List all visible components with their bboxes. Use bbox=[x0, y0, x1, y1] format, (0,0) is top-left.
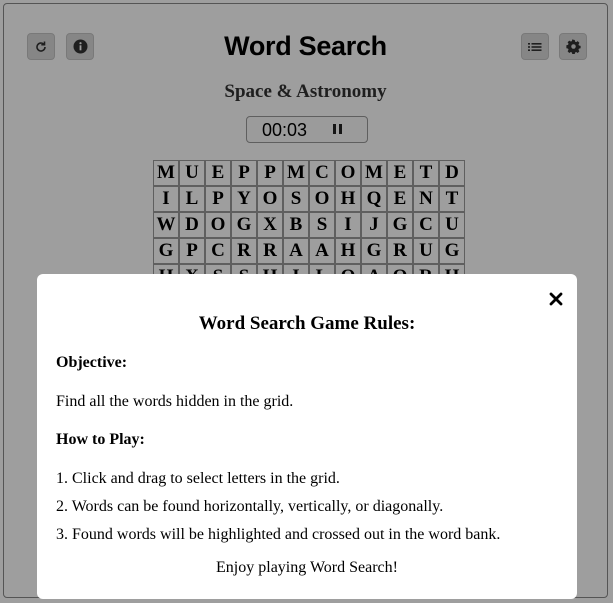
grid-cell[interactable]: R bbox=[257, 238, 283, 264]
modal-footer: Enjoy playing Word Search! bbox=[216, 559, 398, 576]
grid-cell[interactable]: G bbox=[387, 212, 413, 238]
close-icon bbox=[549, 292, 563, 306]
grid-cell[interactable]: P bbox=[205, 186, 231, 212]
how-to-play-heading: How to Play: bbox=[56, 431, 145, 448]
grid-cell[interactable]: O bbox=[257, 186, 283, 212]
objective-text: Find all the words hidden in the grid. bbox=[56, 393, 294, 410]
grid-cell[interactable]: G bbox=[153, 238, 179, 264]
grid-cell[interactable]: D bbox=[439, 160, 465, 186]
grid-cell[interactable]: O bbox=[205, 212, 231, 238]
grid-cell[interactable]: Y bbox=[231, 186, 257, 212]
grid-cell[interactable]: U bbox=[413, 238, 439, 264]
rule-item: 3. Found words will be highlighted and crossed out in the word bank. bbox=[56, 526, 501, 543]
grid-cell[interactable]: H bbox=[335, 186, 361, 212]
grid-cell[interactable]: S bbox=[309, 212, 335, 238]
grid-cell[interactable]: R bbox=[387, 238, 413, 264]
grid-cell[interactable]: B bbox=[283, 212, 309, 238]
grid-cell[interactable]: G bbox=[361, 238, 387, 264]
grid-cell[interactable]: J bbox=[361, 212, 387, 238]
grid-cell[interactable]: M bbox=[361, 160, 387, 186]
grid-cell[interactable]: P bbox=[257, 160, 283, 186]
grid-cell[interactable]: T bbox=[439, 186, 465, 212]
grid-cell[interactable]: C bbox=[309, 160, 335, 186]
grid-cell[interactable]: E bbox=[387, 160, 413, 186]
grid-cell[interactable]: M bbox=[153, 160, 179, 186]
grid-cell[interactable]: D bbox=[179, 212, 205, 238]
grid-cell[interactable]: E bbox=[387, 186, 413, 212]
grid-cell[interactable]: H bbox=[335, 238, 361, 264]
grid-cell[interactable]: U bbox=[439, 212, 465, 238]
grid-cell[interactable]: C bbox=[205, 238, 231, 264]
modal-title: Word Search Game Rules: bbox=[198, 313, 416, 334]
grid-cell[interactable]: G bbox=[231, 212, 257, 238]
grid-cell[interactable]: I bbox=[153, 186, 179, 212]
grid-cell[interactable]: A bbox=[309, 238, 335, 264]
grid-cell[interactable]: P bbox=[179, 238, 205, 264]
grid-cell[interactable]: O bbox=[309, 186, 335, 212]
grid-cell[interactable]: G bbox=[439, 238, 465, 264]
grid-cell[interactable]: S bbox=[283, 186, 309, 212]
grid-cell[interactable]: U bbox=[179, 160, 205, 186]
grid-cell[interactable]: C bbox=[413, 212, 439, 238]
rules-modal bbox=[37, 274, 577, 599]
grid-cell[interactable]: P bbox=[231, 160, 257, 186]
rule-item: 1. Click and drag to select letters in the grid. bbox=[56, 470, 340, 487]
grid-cell[interactable]: T bbox=[413, 160, 439, 186]
category-subtitle: Space & Astronomy bbox=[224, 81, 387, 102]
grid-cell[interactable]: E bbox=[205, 160, 231, 186]
rules-list bbox=[56, 468, 500, 552]
grid-cell[interactable]: N bbox=[413, 186, 439, 212]
objective-heading: Objective: bbox=[56, 354, 128, 371]
grid-cell[interactable]: Q bbox=[361, 186, 387, 212]
grid-cell[interactable]: M bbox=[283, 160, 309, 186]
grid-cell[interactable]: R bbox=[231, 238, 257, 264]
close-button[interactable] bbox=[545, 288, 567, 310]
grid-cell[interactable]: O bbox=[335, 160, 361, 186]
page-title: Word Search bbox=[224, 31, 387, 61]
grid-cell[interactable]: L bbox=[179, 186, 205, 212]
grid-cell[interactable]: A bbox=[283, 238, 309, 264]
grid-cell[interactable]: X bbox=[257, 212, 283, 238]
rule-item: 2. Words can be found horizontally, vertically, or diagonally. bbox=[56, 498, 444, 515]
grid-cell[interactable]: W bbox=[153, 212, 179, 238]
timer-value: 00:03 bbox=[262, 120, 308, 140]
grid-cell[interactable]: I bbox=[335, 212, 361, 238]
